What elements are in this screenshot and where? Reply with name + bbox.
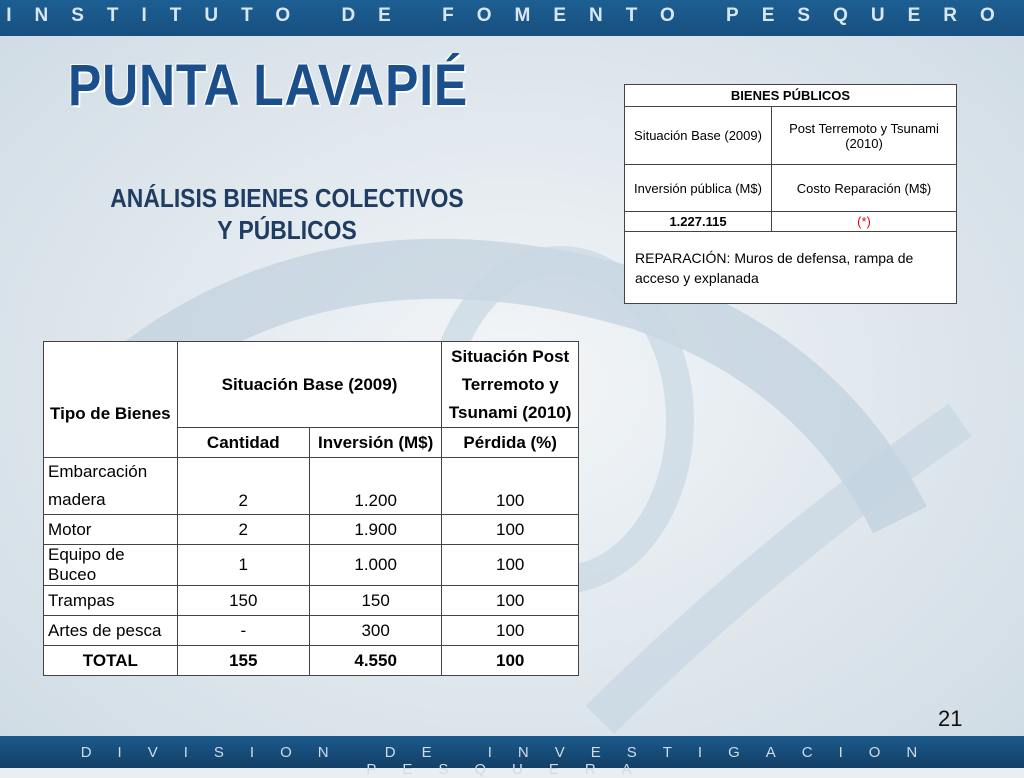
bp-col2-value: (*): [772, 212, 957, 232]
row-cantidad: 150: [177, 586, 309, 616]
total-perdida: 100: [442, 646, 579, 676]
row-perdida: 100: [442, 586, 579, 616]
row-tipo: Trampas: [44, 586, 178, 616]
header-base: Situación Base (2009): [177, 342, 442, 428]
table-row: [44, 616, 579, 646]
footer-banner: [0, 736, 1024, 778]
bienes-publicos-table: [624, 84, 957, 304]
row-tipo: Motor: [44, 515, 178, 545]
bienes-colectivos-table: [43, 341, 579, 676]
table-row: [44, 458, 579, 515]
row-inversion: 1.900: [309, 515, 441, 545]
header-banner-text: INSTITUTO DE FOMENTO PESQUERO: [6, 5, 1018, 26]
row-perdida: 100: [442, 545, 579, 586]
bp-col2-sub: Costo Reparación (M$): [772, 165, 957, 212]
row-perdida: 100: [442, 458, 579, 515]
row-tipo: Equipo de Buceo: [44, 545, 178, 586]
header-banner: [0, 0, 1024, 36]
row-perdida: 100: [442, 616, 579, 646]
table-row: [44, 515, 579, 545]
total-row: [44, 646, 579, 676]
bp-col1-header: Situación Base (2009): [625, 107, 772, 165]
row-inversion: 150: [309, 586, 441, 616]
row-cantidad: 2: [177, 458, 309, 515]
row-inversion: 300: [309, 616, 441, 646]
row-perdida: 100: [442, 515, 579, 545]
row-inversion: 1.200: [309, 458, 441, 515]
row-cantidad: 2: [177, 515, 309, 545]
row-tipo: Embarcación madera: [44, 458, 178, 515]
page-title: PUNTA LAVAPIÉ: [68, 53, 469, 118]
page-number: 21: [938, 706, 963, 731]
footer-banner-text: DIVISION DE INVESTIGACION PESQUERA: [80, 744, 944, 778]
bienes-publicos-title: BIENES PÚBLICOS: [625, 85, 957, 107]
bp-col2-header: Post Terremoto y Tsunami (2010): [772, 107, 957, 165]
bp-note: REPARACIÓN: Muros de defensa, rampa de acceso y explanada: [625, 232, 957, 304]
sub-perdida: Pérdida (%): [442, 428, 579, 458]
row-inversion: 1.000: [309, 545, 441, 586]
table-row: [44, 586, 579, 616]
sub-inversion: Inversión (M$): [309, 428, 441, 458]
page-subtitle: ANÁLISIS BIENES COLECTIVOS Y PÚBLICOS: [110, 183, 464, 245]
table-row: [44, 545, 579, 586]
row-cantidad: 1: [177, 545, 309, 586]
row-cantidad: -: [177, 616, 309, 646]
bp-col1-sub: Inversión pública (M$): [625, 165, 772, 212]
total-cantidad: 155: [177, 646, 309, 676]
total-tipo: TOTAL: [44, 646, 178, 676]
total-inversion: 4.550: [309, 646, 441, 676]
header-tipo: Tipo de Bienes: [44, 342, 178, 458]
header-post: Situación Post Terremoto y Tsunami (2010): [442, 342, 579, 428]
row-tipo: Artes de pesca: [44, 616, 178, 646]
bp-col1-value: 1.227.115: [625, 212, 772, 232]
sub-cantidad: Cantidad: [177, 428, 309, 458]
